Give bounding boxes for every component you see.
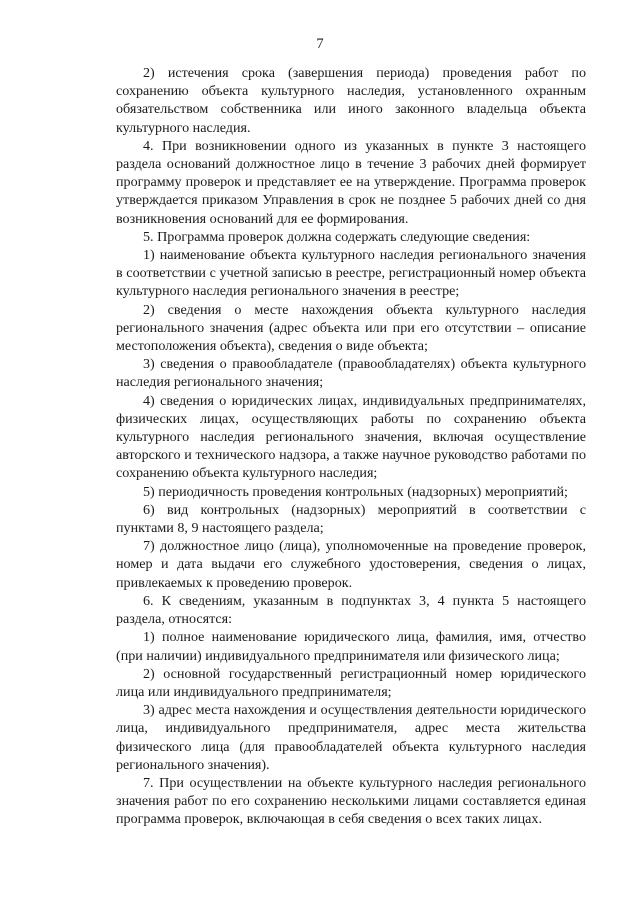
- paragraph-11: 6. К сведениям, указанным в подпунктах 3, 4 пункта 5 настоящего раздела, относятся:: [116, 592, 586, 628]
- paragraph-2: 4. При возникновении одного из указанных в пункте 3 настоящего раздела оснований должностное лицо в течение 3 рабочих дней формирует программу проверок и представляет ее на утверждение. Программа проверок утверждается приказом Управления в срок не позднее 5 рабочих дней со дня возникновения оснований для ее формирования.: [116, 137, 586, 227]
- paragraph-15: 7. При осуществлении на объекте культурного наследия регионального значения работ по его сохранению несколькими лицами составляется единая программа проверок, включающая в себя сведения о всех таких лицах.: [116, 774, 586, 828]
- paragraph-6: 3) сведения о правообладателе (правообладателях) объекта культурного наследия регионального значения;: [116, 356, 586, 391]
- paragraph-12: 1) полное наименование юридического лица, фамилия, имя, отчество (при наличии) индивидуального предпринимателя или физического лица;: [116, 629, 586, 664]
- document-body: [116, 64, 586, 829]
- paragraph-3: 5. Программа проверок должна содержать следующие сведения:: [143, 228, 531, 245]
- paragraph-13: 2) основной государственный регистрационный номер юридического лица или индивидуального предпринимателя;: [116, 665, 586, 700]
- paragraph-10: 7) должностное лицо (лица), уполномоченные на проведение проверок, номер и дата выдачи его служебного удостоверения, сведения о лицах, привлекаемых к проведению проверок.: [116, 538, 586, 591]
- paragraph-9: 6) вид контрольных (надзорных) мероприятий в соответствии с пунктами 8, 9 настоящего раздела;: [116, 501, 586, 537]
- paragraph-4: 1) наименование объекта культурного наследия регионального значения в соответствии с учетной записью в реестре, регистрационный номер объекта культурного наследия регионального значения в реестре;: [116, 247, 586, 300]
- paragraph-7: 4) сведения о юридических лицах, индивидуальных предпринимателях, физических лицах, осуществляющих работы по сохранению объекта культурного наследия регионального значения, включая осуществление авторского и технического надзора, а также научное руководство работами по сохранению объекта культурного наследия;: [116, 392, 586, 482]
- paragraph-1: 2) истечения срока (завершения периода) проведения работ по сохранению объекта культурного наследия, установленного охранным обязательством собственника или иного законного владельца объекта культурного наследия.: [116, 65, 586, 136]
- paragraph-5: 2) сведения о месте нахождения объекта культурного наследия регионального значения (адрес объекта или при его отсутствии – описание местоположения объекта), сведения о виде объекта;: [116, 301, 586, 355]
- paragraph-8: 5) периодичность проведения контрольных (надзорных) мероприятий;: [143, 483, 568, 500]
- page-number: 7: [316, 36, 324, 52]
- paragraph-14: 3) адрес места нахождения и осуществления деятельности юридического лица, индивидуального предпринимателя, адрес места жительства физического лица (для правообладателей объекта культурного наследия регионального значения).: [116, 702, 586, 773]
